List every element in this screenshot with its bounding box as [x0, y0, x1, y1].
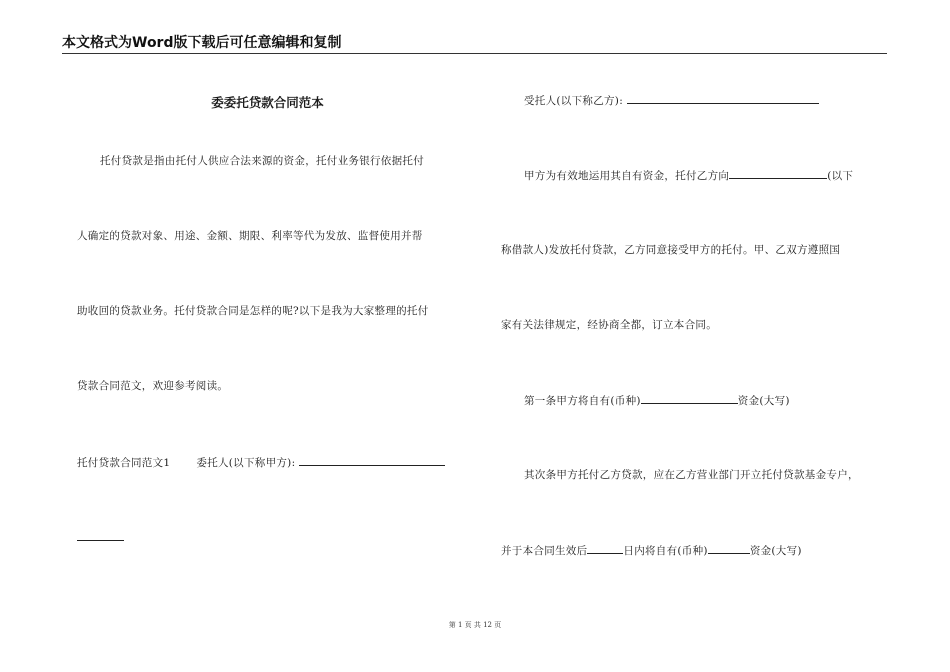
right-line-4: 家有关法律规定，经协商全都，订立本合同。 — [501, 319, 717, 331]
capital-amount-label: 资金(大写) — [737, 395, 790, 407]
right-text-7a: 并于本合同生效后 — [501, 545, 588, 557]
article-one-text: 第一条甲方将自有(币种) — [524, 395, 641, 407]
right-text-2a: 甲方为有效地运用其自有资金，托付乙方向 — [524, 170, 730, 182]
right-line-2 — [524, 168, 853, 183]
right-line-7 — [501, 543, 802, 558]
borrower-blank[interactable] — [729, 168, 827, 179]
contract-sample-label: 托付贷款合同范文1 — [77, 457, 171, 469]
page-footer: 第 1 页 共 12 页 — [448, 621, 502, 629]
trustee-blank[interactable] — [627, 93, 819, 104]
left-paragraph-line-4: 贷款合同范文，欢迎参考阅读。 — [77, 380, 229, 392]
currency-blank-1[interactable] — [641, 393, 738, 404]
left-continuation-line — [77, 530, 124, 545]
principal-blank[interactable] — [299, 455, 445, 466]
days-blank[interactable] — [587, 543, 623, 554]
left-contract-heading-line — [77, 455, 445, 470]
currency-blank-2[interactable] — [708, 543, 750, 554]
principal-label: 委托人(以下称甲方): — [196, 457, 296, 469]
left-paragraph-line-1: 托付贷款是指由托付人供应合法来源的资金，托付业务银行依据托付 — [100, 155, 424, 167]
right-line-6: 其次条甲方托付乙方贷款，应在乙方营业部门开立托付贷款基金专户， — [524, 469, 859, 481]
header-text: 本文格式为Word版下载后可任意编辑和复制 — [62, 35, 342, 51]
trustee-label: 受托人(以下称乙方): — [524, 95, 624, 107]
right-text-7c: 资金(大写) — [749, 545, 802, 557]
left-paragraph-line-3: 助收回的贷款业务。托付贷款合同是怎样的呢?以下是我为大家整理的托付 — [77, 305, 429, 317]
document-title: 委委托贷款合同范本 — [211, 95, 324, 110]
right-line-1 — [524, 93, 819, 108]
right-text-2b: (以下 — [827, 170, 854, 182]
right-line-5 — [524, 393, 790, 408]
left-paragraph-line-2: 人确定的贷款对象、用途、金额、期限、利率等代为发放、监督使用并帮 — [77, 230, 423, 242]
right-line-3: 称借款人)发放托付贷款，乙方同意接受甲方的托付。甲、乙双方遵照国 — [501, 244, 841, 256]
right-text-7b: 日内将自有(币种) — [623, 545, 708, 557]
document-header — [62, 34, 887, 54]
principal-blank-continued[interactable] — [77, 530, 124, 541]
